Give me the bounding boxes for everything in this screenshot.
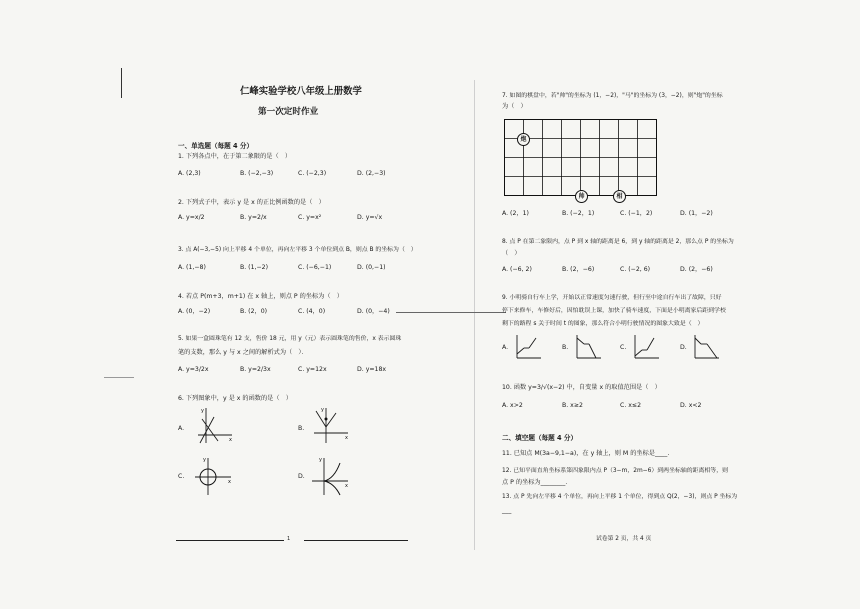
- question-3: 3. 点 A(−3,−5) 向上平移 4 个单位，再向左平移 3 个单位到点 B，则点 B 的坐标为（ ）: [178, 247, 417, 253]
- question-5-cont: 笔的支数，那么 y 与 x 之间的解析式为（ ）．: [178, 349, 308, 356]
- q2-option-a: A. y=x/2: [178, 214, 205, 221]
- q5-option-a: A. y=3/2x: [178, 366, 209, 373]
- scan-edge-line: [121, 68, 122, 98]
- q5-option-c: C. y=12x: [298, 366, 327, 373]
- question-13: 13. 点 P 先向左平移 4 个单位，再向上平移 1 个单位，得到点 Q(2，−3)，则点 P 坐标为: [502, 494, 738, 500]
- q5-option-d: D. y=18x: [357, 366, 387, 373]
- svg-text:x: x: [345, 483, 348, 489]
- piece-pao: 炮: [517, 133, 530, 146]
- q1-option-a: A. (2,3): [178, 170, 201, 177]
- q6-graph-b: [312, 405, 352, 445]
- q2-option-b: B. y=2/x: [240, 214, 267, 221]
- question-8: 8. 点 P 在第二象限内，点 P 到 x 轴的距离是 6，到 y 轴的距离是 2，那么点 P 的坐标为: [502, 239, 734, 245]
- bleed-line: [396, 312, 506, 313]
- q3-option-d: D. (0,−1): [357, 264, 386, 271]
- q7-option-d: D. (1，−2): [680, 210, 713, 217]
- question-11: 11. 已知点 M(3a−9,1−a)，在 y 轴上，则 M 的坐标是____.: [502, 450, 670, 457]
- q6-option-d: D.: [298, 473, 305, 480]
- q6-graph-c: [193, 455, 235, 497]
- question-8-cont: （ ）: [502, 250, 521, 257]
- q10-option-a: A. x>2: [502, 402, 523, 409]
- svg-text:x: x: [345, 435, 348, 441]
- question-12: 12. 已知平面直角坐标系第四象限内点 P（3−m，2m−6）到两坐标轴的距离相等，则: [502, 468, 728, 474]
- svg-text:x: x: [228, 479, 231, 485]
- q7-option-a: A. (2，1): [502, 210, 529, 217]
- question-4: 4. 若点 P(m+3，m+1) 在 x 轴上，则点 P 的坐标为（ ）: [178, 293, 343, 300]
- page-footer-right: 试卷第 2 页，共 4 页: [596, 536, 652, 542]
- q6-graph-d: [310, 455, 352, 497]
- q7-option-b: B. (−2，1): [562, 210, 595, 217]
- question-13-blank: ___: [502, 507, 512, 514]
- q1-option-b: B. (−2,−3): [240, 170, 274, 177]
- piece-xiang: 相: [613, 190, 626, 203]
- q1-option-d: D. (2,−3): [357, 170, 386, 177]
- q8-option-c: C. (−2, 6): [620, 266, 651, 273]
- fold-line: [474, 80, 475, 550]
- q4-option-b: B. (2，0): [240, 308, 268, 315]
- q8-option-d: D. (2，−6): [680, 266, 713, 273]
- question-2: 2. 下列式子中，表示 y 是 x 的正比例函数的是（ ）: [178, 199, 325, 206]
- question-9: 9. 小明骑自行车上学，开始以正常速度匀速行驶，但行至中途自行车出了故障，只好: [502, 295, 722, 301]
- q9-graph-b: [574, 334, 602, 360]
- svg-text:y: y: [203, 457, 206, 463]
- scan-edge-line: [104, 377, 134, 378]
- q3-option-a: A. (1,−8): [178, 264, 206, 271]
- q6-graph-a: [196, 405, 236, 445]
- q1-option-c: C. (−2,3): [298, 170, 327, 177]
- page-number-left: 1: [287, 536, 291, 542]
- q10-option-d: D. x<2: [680, 402, 702, 409]
- page-subtitle: 第一次定时作业: [258, 107, 319, 117]
- q9-option-c: C.: [620, 344, 627, 351]
- q10-option-c: C. x≤2: [620, 402, 642, 409]
- q6-option-b: B.: [298, 425, 305, 432]
- question-7-cont: 为（ ）: [502, 103, 527, 110]
- q7-option-c: C. (−1，2): [620, 210, 653, 217]
- question-1: 1. 下列各点中，在于第二象限的是（ ）: [178, 153, 292, 160]
- page-title: 仁峰实验学校八年级上册数学: [240, 86, 362, 97]
- q2-option-d: D. y=√x: [357, 214, 383, 221]
- q6-option-c: C.: [178, 473, 185, 480]
- section-heading: 二、填空题（每题 4 分）: [502, 434, 578, 442]
- q9-option-d: D.: [680, 344, 687, 351]
- question-9-cont: 停下来修车，车修好后，因怕耽误上课，加快了骑车速度，下面是小明离家后距到学校: [502, 308, 726, 314]
- q4-option-d: D. (0，−4): [357, 308, 390, 315]
- question-9-cont2: 剩下的路程 s 关于时间 t 的图象，那么符合小明行驶情况的图象大致是（ ）: [502, 321, 704, 327]
- q6-option-a: A.: [178, 425, 185, 432]
- q4-option-a: A. (0，−2): [178, 308, 211, 315]
- footer-line-left: [176, 540, 284, 541]
- question-7: 7. 如图的棋盘中，若"帅"的坐标为 (1，−2)，"马"的坐标为 (3，−2)，则"炮"的坐标: [502, 93, 723, 99]
- q9-option-b: B.: [562, 344, 569, 351]
- q2-option-c: C. y=x²: [298, 214, 322, 221]
- question-5: 5. 如果一盒圆珠笔有 12 支，售价 18 元，用 y（元）表示圆珠笔的售价，x 表示圆珠: [178, 336, 402, 342]
- chess-board: [504, 119, 664, 199]
- piece-shuai: 帅: [575, 190, 588, 203]
- svg-text:y: y: [321, 407, 324, 413]
- footer-line-right: [304, 540, 408, 541]
- question-10: 10. 函数 y=3/√(x−2) 中，自变量 x 的取值范围是（ ）: [502, 384, 661, 391]
- question-12-cont: 点 P 的坐标为________．: [502, 479, 572, 486]
- svg-text:y: y: [319, 457, 322, 463]
- section-heading: 一、单选题（每题 4 分）: [178, 142, 254, 150]
- svg-text:y: y: [201, 408, 204, 414]
- q10-option-b: B. x≥2: [562, 402, 583, 409]
- q9-graph-c: [632, 334, 660, 360]
- q8-option-b: B. (2，−6): [562, 266, 595, 273]
- svg-text:x: x: [229, 437, 232, 443]
- q3-option-b: B. (1,−2): [240, 264, 269, 271]
- q3-option-c: C. (−6,−1): [298, 264, 332, 271]
- q8-option-a: A. (−6, 2): [502, 266, 532, 273]
- question-6: 6. 下列图象中，y 是 x 的函数的是（ ）: [178, 395, 292, 402]
- q9-graph-a: [514, 334, 542, 360]
- q9-option-a: A.: [502, 344, 509, 351]
- q4-option-c: C. (4，0): [298, 308, 326, 315]
- q9-graph-d: [692, 334, 720, 360]
- q5-option-b: B. y=2/3x: [240, 366, 271, 373]
